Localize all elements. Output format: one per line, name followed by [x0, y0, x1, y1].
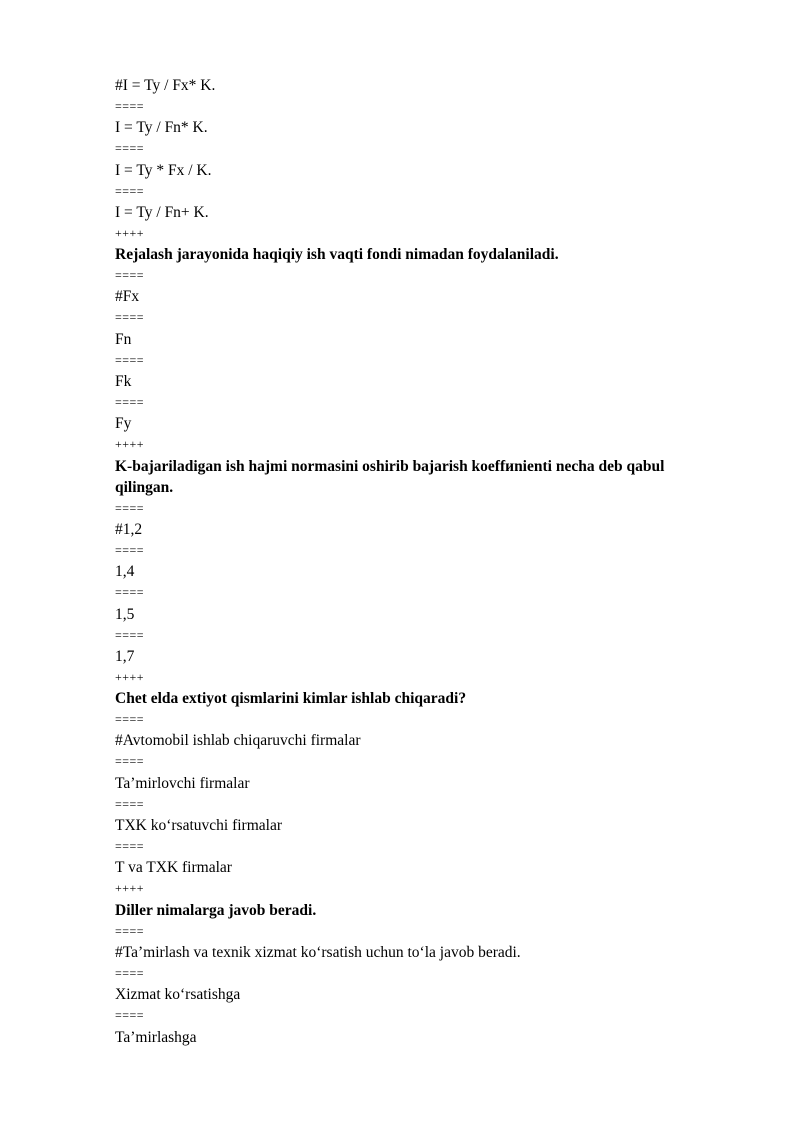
question-text: Chet elda extiyot qismlarini kimlar ishlab chiqaradi?: [115, 690, 467, 708]
answer-option: I = Ty / Fn* K.: [115, 119, 208, 137]
separator: ====: [115, 839, 145, 854]
answer-option: #1,2: [115, 520, 143, 538]
separator: ====: [115, 796, 145, 811]
answer-option: #Ta’mirlash va texnik xizmat ko‘rsatish uchun to‘la javob beradi.: [115, 943, 521, 961]
answer-option: T va TXK firmalar: [115, 859, 232, 877]
separator: ====: [115, 395, 145, 410]
answer-option: I = Ty * Fx / K.: [115, 161, 212, 179]
answer-option: TXK ko‘rsatuvchi firmalar: [115, 817, 282, 835]
separator: ====: [115, 965, 145, 980]
question-separator: ++++: [115, 669, 145, 684]
question-text: K-bajariladigan ish hajmi normasini oshirib bajarish koeffиnienti necha deb qabul qilingan.: [115, 457, 665, 496]
separator: ====: [115, 627, 145, 642]
answer-option: #Avtomobil ishlab chiqaruvchi firmalar: [115, 732, 361, 750]
question-separator: ++++: [115, 225, 145, 240]
separator: ====: [115, 310, 145, 325]
separator: ====: [115, 500, 145, 515]
document-page: [115, 75, 715, 1048]
question-separator: ++++: [115, 881, 145, 896]
separator: ====: [115, 712, 145, 727]
answer-option: Ta’mirlashga: [115, 1028, 197, 1046]
question-separator: ++++: [115, 437, 145, 452]
answer-option: 1,4: [115, 563, 135, 581]
answer-option: Fy: [115, 415, 132, 433]
separator: ====: [115, 183, 145, 198]
separator: ====: [115, 99, 145, 113]
question-text: Diller nimalarga javob beradi.: [115, 901, 317, 919]
answer-option: 1,5: [115, 605, 135, 623]
answer-option: Fk: [115, 373, 132, 391]
answer-option: Xizmat ko‘rsatishga: [115, 986, 241, 1004]
answer-option: #I = Ty / Fx* K.: [115, 77, 216, 94]
separator: ====: [115, 268, 145, 283]
question-text: Rejalash jarayonida haqiqiy ish vaqti fondi nimadan foydalaniladi.: [115, 246, 559, 264]
separator: ====: [115, 923, 145, 938]
answer-option: #Fx: [115, 288, 140, 306]
answer-option: Fn: [115, 330, 132, 348]
separator: ====: [115, 754, 145, 769]
separator: ====: [115, 352, 145, 367]
separator: ====: [115, 141, 145, 156]
answer-option: 1,7: [115, 647, 135, 665]
answer-option: I = Ty / Fn+ K.: [115, 203, 209, 221]
separator: ====: [115, 542, 145, 557]
answer-option: Ta’mirlovchi firmalar: [115, 774, 250, 792]
separator: ====: [115, 585, 145, 600]
separator: ====: [115, 1008, 145, 1023]
